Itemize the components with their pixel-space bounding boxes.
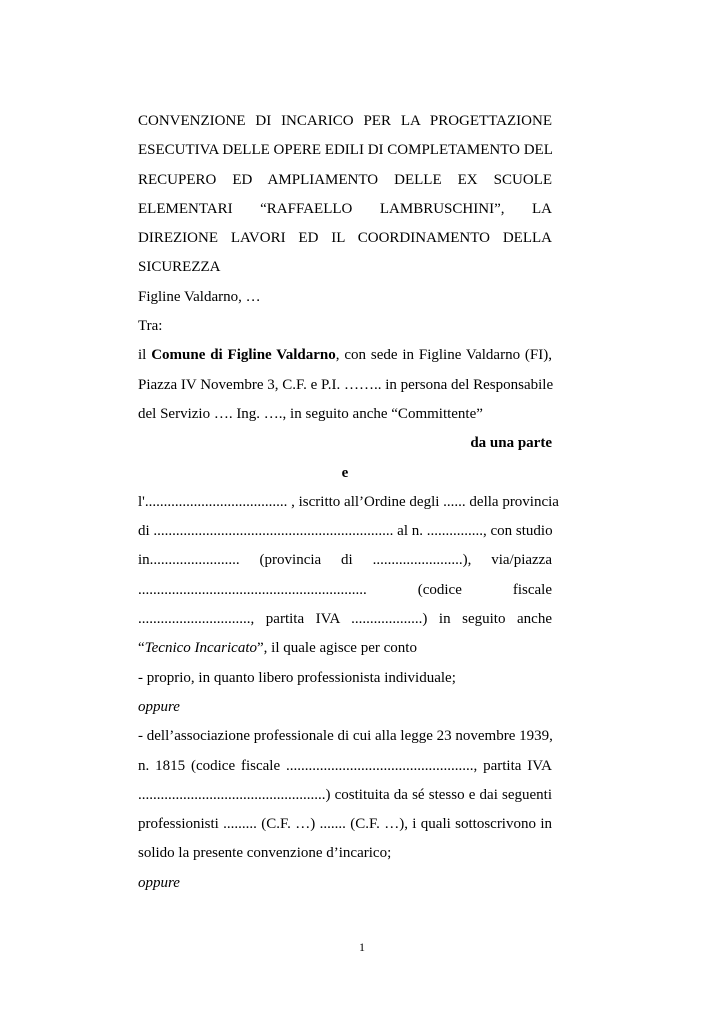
conjunction-e: e xyxy=(341,464,349,481)
party1-line-1 xyxy=(138,341,552,370)
option2-line-2: n. 1815 (codice fiscale .................................................., partita IVA xyxy=(138,757,552,774)
option2-line-3: ..................................................) costituita da sé stesso e dai seguenti xyxy=(138,786,552,803)
party1-prefix: il xyxy=(138,347,152,364)
party2-line-4: ............................................................. (codice fiscale xyxy=(138,581,552,598)
party2-line-1: l'...................................... , iscritto all’Ordine degli ...... della provincia xyxy=(138,493,559,510)
place-date: Figline Valdarno, … xyxy=(138,288,261,305)
tecnico-open-quote: “ xyxy=(138,640,145,657)
option2-line-4: professionisti ......... (C.F. …) ....... (C.F. …), i quali sottoscrivono in xyxy=(138,816,552,833)
document-body xyxy=(138,107,559,898)
party1-line-3: del Servizio …. Ing. …., in seguito anche “Committente” xyxy=(138,405,483,422)
tecnico-line xyxy=(138,634,552,663)
party2-line-3: in........................ (provincia di ........................), via/piazza xyxy=(138,552,552,569)
party1-line-2: Piazza IV Novembre 3, C.F. e P.I. …….. in persona del Responsabile xyxy=(138,376,554,393)
between-label: Tra: xyxy=(138,318,163,335)
title-line-6: SICUREZZA xyxy=(138,259,221,276)
title-line-5: DIREZIONE LAVORI ED IL COORDINAMENTO DELLA xyxy=(138,230,552,247)
tecnico-suffix: ”, il quale agisce per conto xyxy=(257,640,417,657)
party2-line-5: .............................., partita IVA ...................) in seguito anche xyxy=(138,611,552,628)
option2-line-1: - dell’associazione professionale di cui alla legge 23 novembre 1939, xyxy=(138,728,553,745)
party2-line-2: di ................................................................ al n. ..............., con studio xyxy=(138,523,553,540)
oppure-1: oppure xyxy=(138,698,180,715)
title-line-4: ELEMENTARI “RAFFAELLO LAMBRUSCHINI”, LA xyxy=(138,200,552,217)
da-una-parte: da una parte xyxy=(470,435,552,452)
page-number: 1 xyxy=(359,940,365,954)
option2-line-5: solido la presente convenzione d’incarico; xyxy=(138,845,392,862)
party1-suffix: , con sede in Figline Valdarno (FI), xyxy=(335,347,553,364)
option1-line: - proprio, in quanto libero professionista individuale; xyxy=(138,669,456,686)
tecnico-name: Tecnico Incaricato xyxy=(144,640,258,657)
title-line-1: CONVENZIONE DI INCARICO PER LA PROGETTAZIONE xyxy=(138,113,552,129)
title-line-2: ESECUTIVA DELLE OPERE EDILI DI COMPLETAMENTO DEL xyxy=(138,142,553,159)
title-line-3: RECUPERO ED AMPLIAMENTO DELLE EX SCUOLE xyxy=(138,171,552,188)
party1-name: Comune di Figline Valdarno xyxy=(151,347,336,364)
oppure-2: oppure xyxy=(138,874,180,891)
